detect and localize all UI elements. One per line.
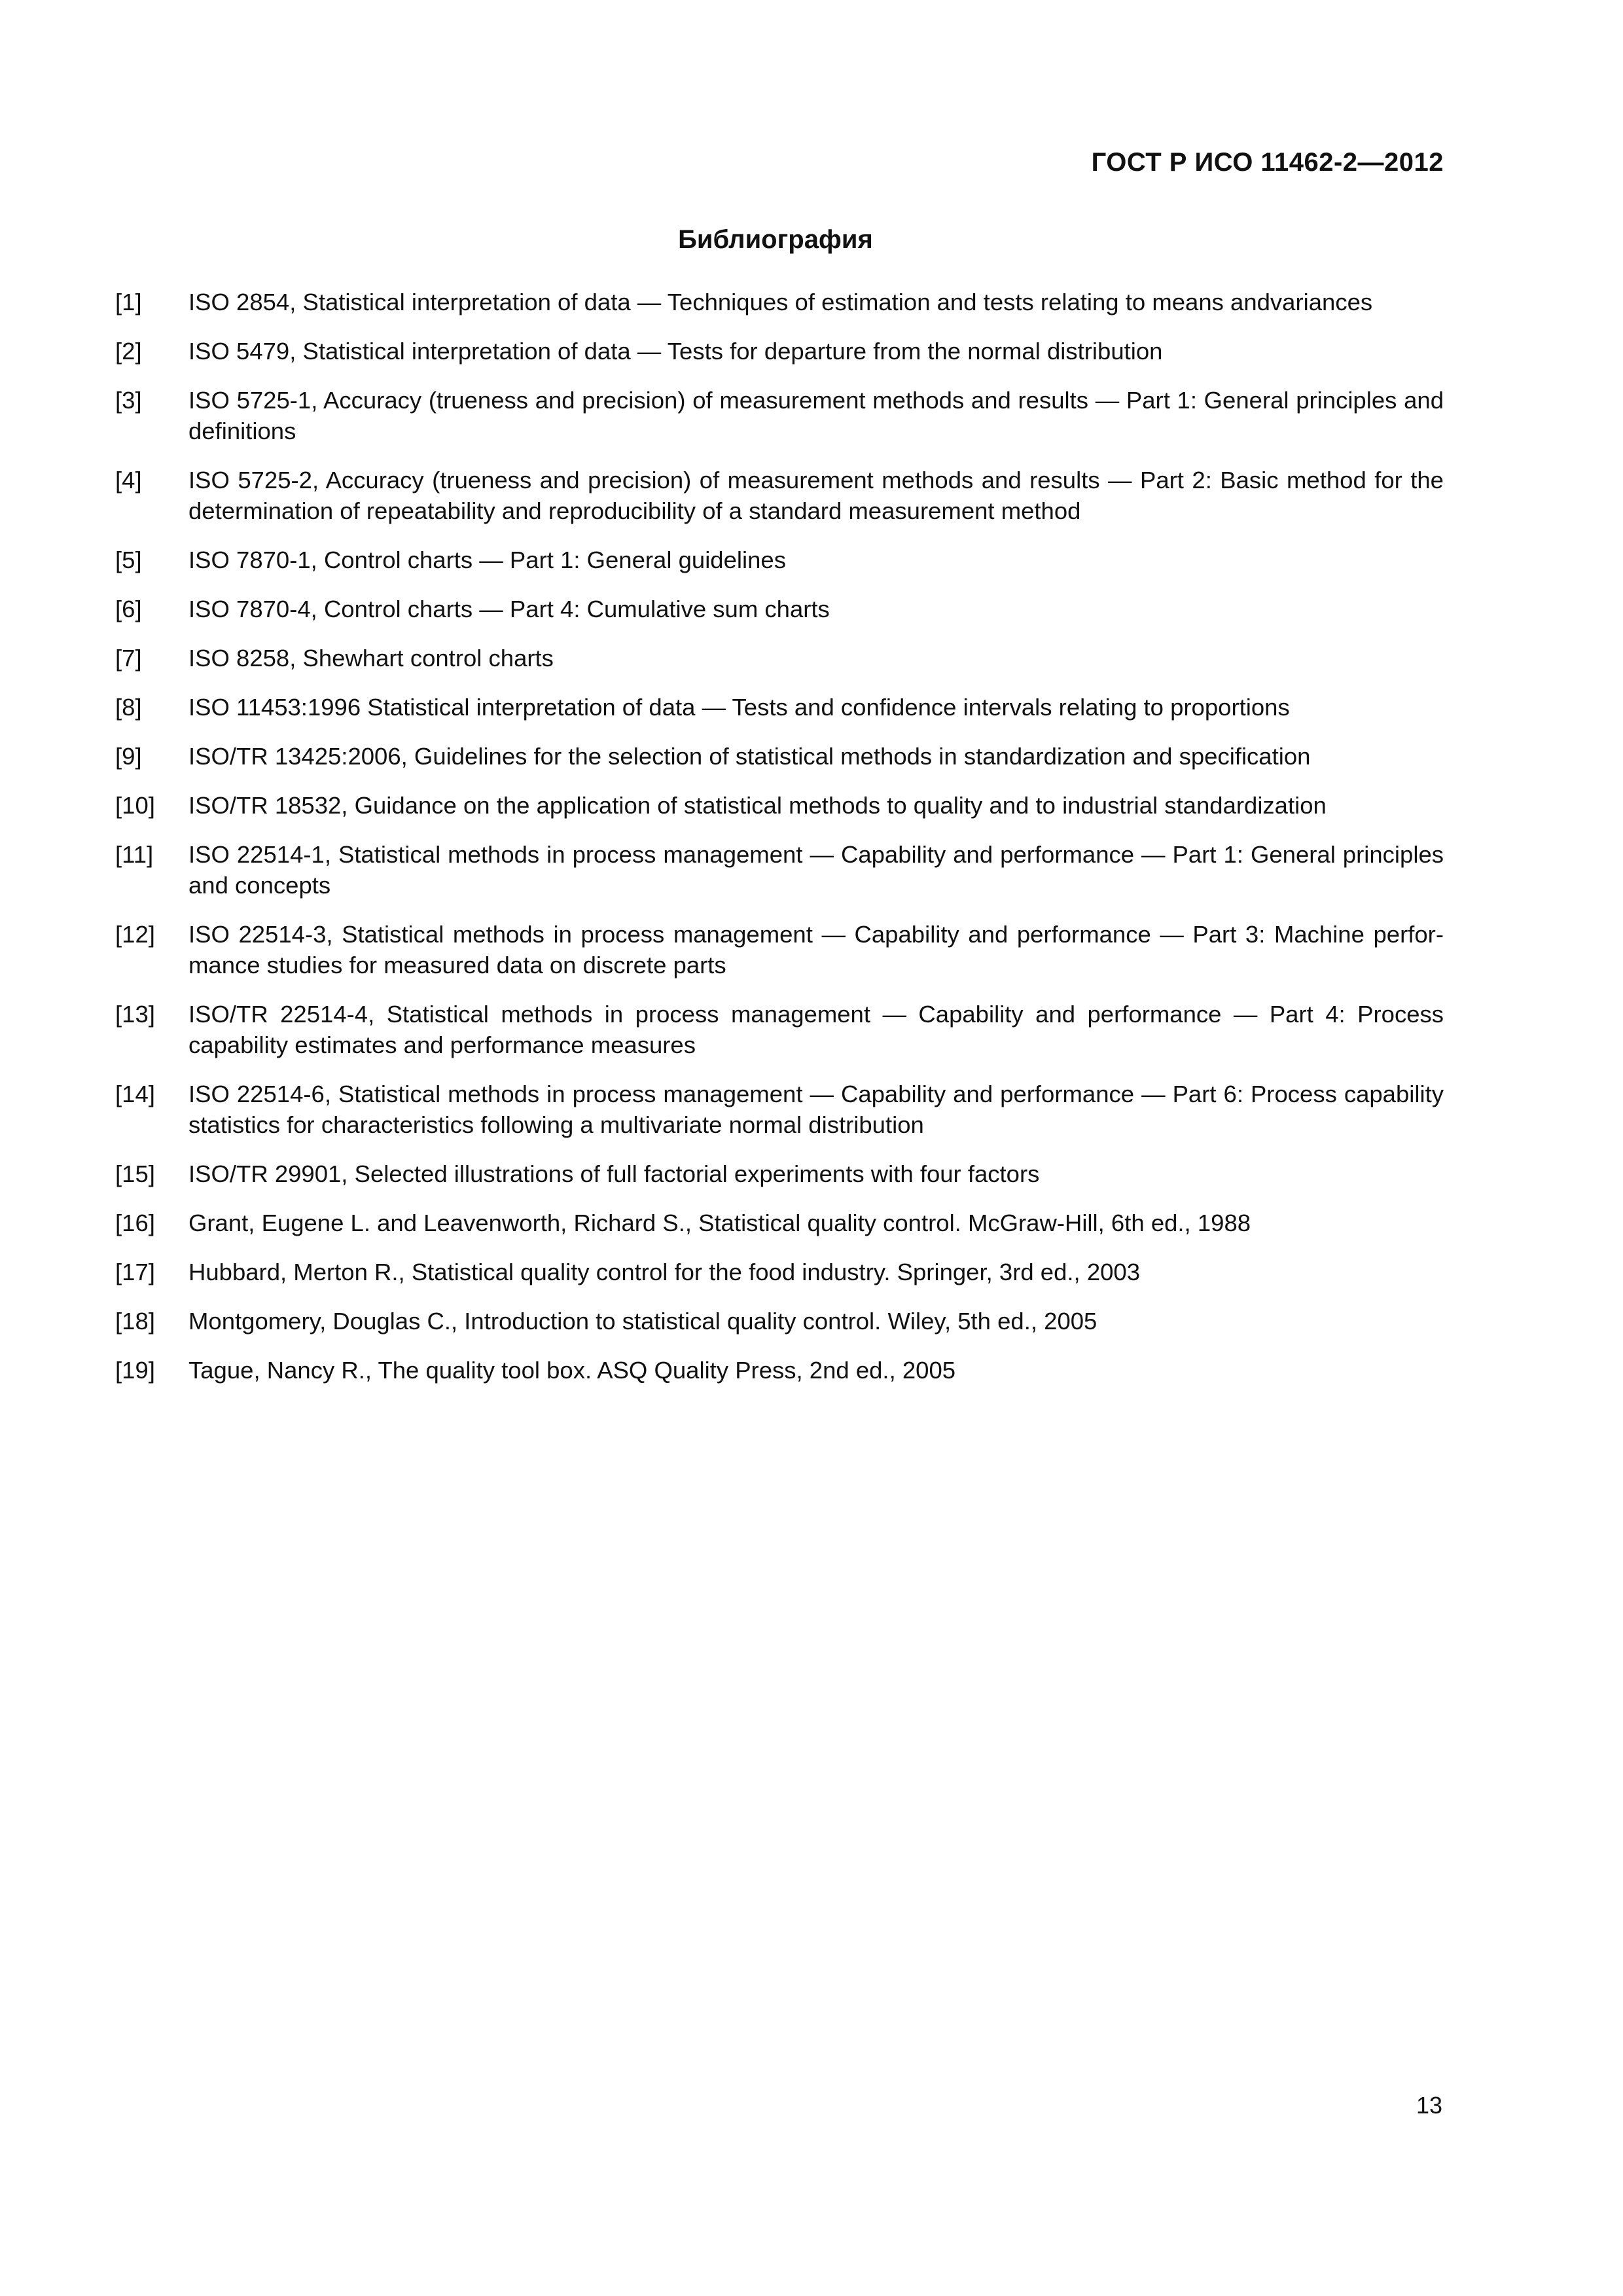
entry-number: [19] <box>115 1357 155 1384</box>
entry-text: ISO 22514-3, Statistical methods in process management — Capability and performance — Part 3: Machine performance studies for measured data on discrete parts <box>188 921 1444 978</box>
bibliography-entry-13 <box>115 999 1444 1060</box>
bibliography-entry-6 <box>115 594 1444 624</box>
entry-text: ISO 7870-4, Control charts — Part 4: Cumulative sum charts <box>188 596 830 622</box>
entry-number: [15] <box>115 1160 155 1187</box>
entry-number: [14] <box>115 1081 155 1107</box>
bibliography-entry-2 <box>115 336 1444 367</box>
entry-text: ISO 5479, Statistical interpretation of data — Tests for departure from the normal distribution <box>188 338 1163 365</box>
entry-number: [12] <box>115 921 155 948</box>
bibliography-entry-5 <box>115 545 1444 575</box>
entry-number: [17] <box>115 1259 155 1285</box>
page-number: 13 <box>1416 2092 1442 2119</box>
entry-text: ISO/TR 18532, Guidance on the application of statistical methods to quality and to industrial standardization <box>188 792 1327 819</box>
entry-number: [8] <box>115 694 142 721</box>
bibliography-entry-18 <box>115 1306 1444 1336</box>
bibliography-title: Библиография <box>678 225 873 254</box>
entry-number: [6] <box>115 596 142 622</box>
bibliography-entry-15 <box>115 1158 1444 1189</box>
entry-text: ISO/TR 29901, Selected illustrations of full factorial experiments with four factors <box>188 1160 1040 1187</box>
entry-number: [9] <box>115 743 142 770</box>
bibliography-entry-10 <box>115 790 1444 821</box>
entry-number: [13] <box>115 1001 155 1028</box>
entry-text: ISO 5725-1, Accuracy (trueness and precision) of measurement methods and results — Part 1: General principles and definitions <box>188 387 1444 444</box>
entry-text: ISO/TR 22514-4, Statistical methods in process management — Capability and performance — Part 4: Process capability estimates and performance measures <box>188 1001 1444 1058</box>
entry-number: [11] <box>115 841 154 868</box>
bibliography-entry-1 <box>115 287 1444 317</box>
entry-text: ISO 2854, Statistical interpretation of data — Techniques of estimation and tests relating to means andvariances <box>188 289 1373 315</box>
entry-text: ISO 11453:1996 Statistical interpretation of data — Tests and confidence intervals relating to proportions <box>188 694 1290 721</box>
bibliography-entry-11 <box>115 839 1444 901</box>
entry-text: ISO 8258, Shewhart control charts <box>188 645 554 672</box>
bibliography-entry-8 <box>115 692 1444 723</box>
entry-text: Grant, Eugene L. and Leavenworth, Richard S., Statistical quality control. McGraw-Hill, 6th ed., 1988 <box>188 1210 1251 1236</box>
entry-text: Hubbard, Merton R., Statistical quality control for the food industry. Springer, 3rd ed., 2003 <box>188 1259 1141 1285</box>
entry-number: [4] <box>115 467 142 493</box>
bibliography-entry-14 <box>115 1079 1444 1140</box>
bibliography-entry-16 <box>115 1208 1444 1238</box>
bibliography-entry-12 <box>115 919 1444 980</box>
entry-number: [16] <box>115 1210 155 1236</box>
entry-number: [5] <box>115 547 142 573</box>
entry-number: [7] <box>115 645 142 672</box>
entry-number: [18] <box>115 1308 155 1335</box>
entry-number: [10] <box>115 792 155 819</box>
document-code-header: ГОСТ Р ИСО 11462-2—2012 <box>1091 148 1444 177</box>
entry-text: Tague, Nancy R., The quality tool box. ASQ Quality Press, 2nd ed., 2005 <box>188 1357 956 1384</box>
entry-number: [1] <box>115 289 142 315</box>
bibliography-list <box>115 287 1444 1404</box>
entry-number: [3] <box>115 387 142 414</box>
bibliography-entry-19 <box>115 1355 1444 1386</box>
entry-text: ISO 5725-2, Accuracy (trueness and precision) of measurement methods and results — Part 2: Basic method for the determination of repeatability and reproducibility of a standard measurement method <box>188 467 1444 524</box>
entry-text: ISO 22514-1, Statistical methods in process management — Capability and performance — Part 1: General principles and concepts <box>188 841 1444 899</box>
bibliography-entry-7 <box>115 643 1444 673</box>
bibliography-entry-9 <box>115 741 1444 772</box>
entry-text: Montgomery, Douglas C., Introduction to statistical quality control. Wiley, 5th ed., 2005 <box>188 1308 1097 1335</box>
bibliography-entry-17 <box>115 1257 1444 1287</box>
entry-number: [2] <box>115 338 142 365</box>
entry-text: ISO 7870-1, Control charts — Part 1: General guidelines <box>188 547 786 573</box>
entry-text: ISO/TR 13425:2006, Guidelines for the selection of statistical methods in standardization and specification <box>188 743 1311 770</box>
bibliography-entry-4 <box>115 465 1444 526</box>
bibliography-entry-3 <box>115 385 1444 446</box>
entry-text: ISO 22514-6, Statistical methods in process management — Capability and performance — Part 6: Process capability statistics for characteristics following a multivariate normal distribution <box>188 1081 1444 1138</box>
